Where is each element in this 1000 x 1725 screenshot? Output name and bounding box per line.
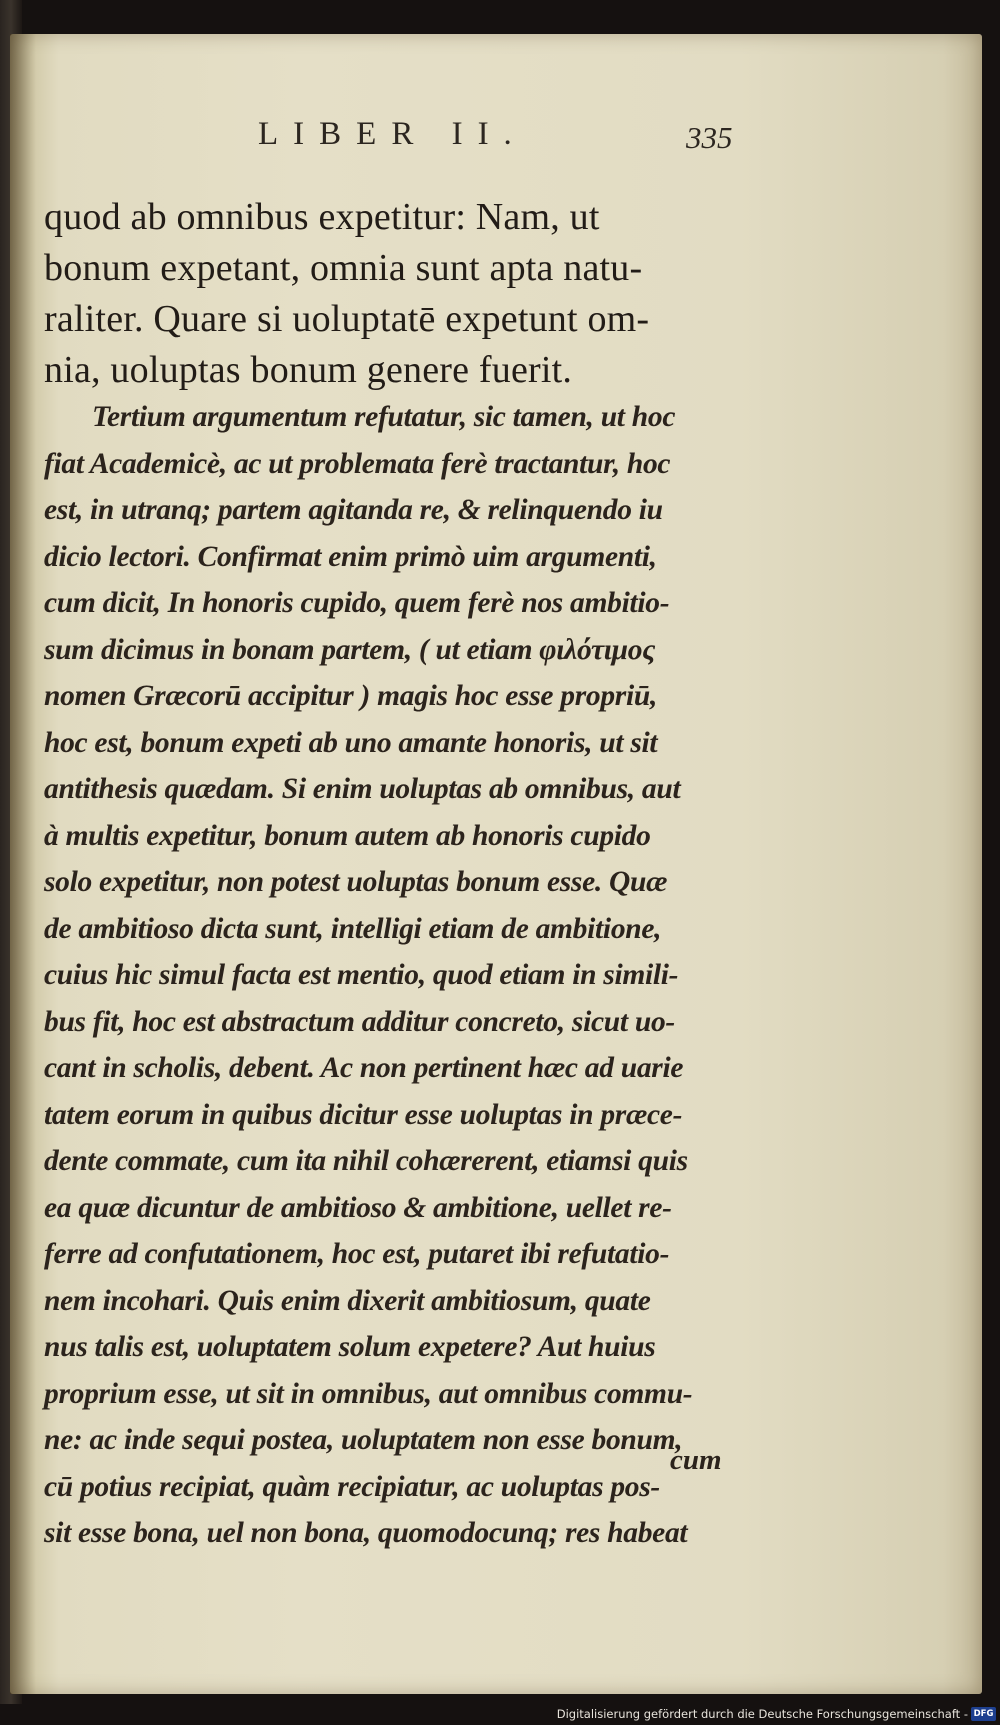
text-line: nus talis est, uoluptatem solum expetere? Aut huius: [44, 1331, 656, 1363]
text-line: Tertium argumentum refutatur, sic tamen, ut hoc: [92, 401, 676, 433]
text-line: raliter. Quare si uoluptatē expetunt om-: [44, 298, 650, 340]
text-line: solo expetitur, non potest uoluptas bonum esse. Quæ: [44, 866, 668, 898]
text-line: cū potius recipiat, quàm recipiatur, ac uoluptas pos-: [44, 1470, 660, 1503]
footer-bar: [0, 1704, 1000, 1725]
text-line: dicio lectori. Confirmat enim primò uim argumenti,: [44, 540, 657, 573]
text-line: ea quæ dicuntur de ambitioso & ambitione, uellet re-: [44, 1191, 672, 1224]
text-line: nomen Græcorū accipitur ) magis hoc esse propriū,: [44, 680, 658, 712]
catchword: cum: [670, 1444, 722, 1476]
text-line: est, in utranq; partem agitanda re, & relinquendo iu: [44, 494, 663, 526]
commentary-paragraph: [44, 394, 744, 1557]
text-line: nia, uoluptas bonum genere fuerit.: [44, 349, 573, 391]
text-line: bus fit, hoc est abstractum additur concreto, sicut uo-: [44, 1005, 675, 1038]
dfg-logo: DFG: [971, 1707, 996, 1721]
text-line: de ambitioso dicta sunt, intelligi etiam de ambitione,: [44, 912, 662, 945]
text-line: tatem eorum in quibus dicitur esse uoluptas in præce-: [44, 1098, 683, 1131]
text-line: cuius hic simul facta est mentio, quod etiam in simili-: [44, 959, 679, 991]
book-page: [10, 34, 982, 1694]
page-number: 335: [686, 120, 733, 155]
spine-shadow: [10, 34, 36, 1694]
text-line: dente commate, cum ita nihil cohærerent, etiamsi quis: [44, 1145, 688, 1177]
text-line: hoc est, bonum expeti ab uno amante honoris, ut sit: [44, 726, 658, 759]
text-line: quod ab omnibus expetitur: Nam, ut: [44, 196, 600, 238]
text-line: sum dicimus in bonam partem, ( ut etiam φιλότιμος: [44, 633, 656, 666]
text-line: antithesis quædam. Si enim uoluptas ab omnibus, aut: [44, 773, 681, 805]
text-line: proprium esse, ut sit in omnibus, aut omnibus commu-: [44, 1377, 693, 1410]
text-line: à multis expetitur, bonum autem ab honoris cupido: [44, 819, 651, 852]
text-line: fiat Academicè, ac ut problemata ferè tractantur, hoc: [44, 447, 671, 480]
roman-paragraph: [44, 192, 744, 396]
text-line: nem incohari. Quis enim dixerit ambitiosum, quate: [44, 1284, 651, 1317]
text-line: ferre ad confutationem, hoc est, putaret ibi refutatio-: [44, 1238, 670, 1270]
text-line: bonum expetant, omnia sunt apta natu-: [44, 247, 643, 289]
page-header: [10, 116, 982, 176]
running-head: LIBER II.: [258, 116, 527, 152]
text-line: ne: ac inde sequi postea, uoluptatem non esse bonum,: [44, 1424, 683, 1456]
text-line: cum dicit, In honoris cupido, quem ferè nos ambitio-: [44, 587, 670, 619]
digitization-credit: Digitalisierung gefördert durch die Deutsche Forschungsgemeinschaft -: [556, 1707, 968, 1721]
text-line: sit esse bona, uel non bona, quomodocunq; res habeat: [44, 1517, 688, 1549]
text-line: cant in scholis, debent. Ac non pertinent hæc ad uarie: [44, 1052, 684, 1084]
